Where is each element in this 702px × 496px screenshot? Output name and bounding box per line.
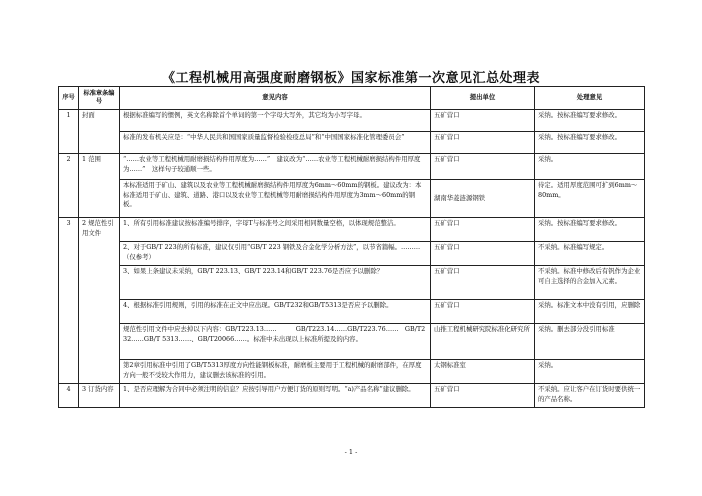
row-unit: 五矿营口	[431, 242, 535, 266]
row-handling: 待定。适用厚度范围可扩到6mm～80mm。	[535, 180, 645, 218]
row-content: 规范性引用文件中应去掉以下内容：GB/T223.13…… GB/T223.14……GB/T223.76…… GB/T232……GB/T 5313……、GB/T20066……。标准中未出现以上标准所提及的内容。	[120, 324, 431, 360]
table-row	[59, 180, 645, 218]
row-handling: 采纳。标准文本中没有引用，应删除	[535, 300, 645, 324]
row-content: 1、所有引用标准建议按标准编号排序，字母T与标准号之间采用相同数量空格，以体现规范整洁。	[120, 218, 431, 242]
row-unit: 湖南华菱涟源钢铁	[431, 180, 535, 218]
row-unit: 五矿营口	[431, 384, 535, 408]
table-row	[59, 360, 645, 384]
row-unit: 五矿营口	[431, 132, 535, 154]
row-content: 1、是否应理解为合同中必须注明的信息？应按引导用户方便订货的原则写明。“a)产品名称”建议删除。	[120, 384, 431, 408]
table-row	[59, 266, 645, 300]
row-no: 3	[59, 218, 79, 384]
table-row	[59, 300, 645, 324]
row-handling: 采纳。按标准编写要求修改。	[535, 218, 645, 242]
header-no: 序号	[59, 87, 79, 110]
row-clause: 3 订货内容	[79, 384, 120, 408]
row-content: 本标准适用于矿山、建筑以及农业等工程机械耐磨损结构件用厚度为6mm～60mm的钢板。建议改为：本标准适用于矿山、建筑、道路、港口以及农业等工程机械等用耐磨损结构件用厚度为3mm～60mm的钢板。	[120, 180, 431, 218]
opinion-table	[58, 86, 645, 408]
header-handling: 处理意见	[535, 87, 645, 110]
row-handling: 采纳。删去部分没引用标准	[535, 324, 645, 360]
table-row	[59, 218, 645, 242]
table-row	[59, 154, 645, 180]
row-unit: 五矿营口	[431, 218, 535, 242]
document-title: 《工程机械用高强度耐磨钢板》国家标准第一次意见汇总处理表	[161, 71, 540, 86]
table-row	[59, 384, 645, 408]
row-handling: 采纳。	[535, 360, 645, 384]
row-unit: 五矿营口	[431, 266, 535, 300]
row-handling: 不采纳。应让客户在订货时要供统一的产品名称。	[535, 384, 645, 408]
row-content: 标准的发布机关应是：“中华人民共和国国家质量监督检验检疫总局”和“中国国家标准化管理委员会”	[120, 132, 431, 154]
row-content: 2、对于GB/T 223的所有标准，建议仅引用“GB/T 223 钢铁及合金化学分析方法”，以节省篇幅。………（仅参考）	[120, 242, 431, 266]
row-handling: 不采纳。标准中修改后有钒作为企业可自主选择的合金加入元素。	[535, 266, 645, 300]
row-handling: 采纳。按标准编写要求修改。	[535, 132, 645, 154]
table-row	[59, 242, 645, 266]
row-handling: 采纳。	[535, 154, 645, 180]
row-clause: 封面	[79, 110, 120, 154]
table-header-row	[59, 87, 645, 110]
row-unit: 太钢标准室	[431, 360, 535, 384]
row-unit: 五矿营口	[431, 154, 535, 180]
row-no: 4	[59, 384, 79, 408]
header-clause: 标准章条编号	[79, 87, 120, 110]
row-unit: 五矿营口	[431, 110, 535, 132]
header-content: 意见内容	[120, 87, 431, 110]
table-row	[59, 324, 645, 360]
header-unit: 提出单位	[431, 87, 535, 110]
row-no: 2	[59, 154, 79, 218]
row-content: 3、如果上条建议未采纳，GB/T 223.13、GB/T 223.14和GB/T 223.76是否应予以删除？	[120, 266, 431, 300]
table-row	[59, 110, 645, 132]
row-content: “……农业等工程机械用耐磨损结构件用厚度为……” 建议改为“……农业等工程机械耐磨损结构件用厚度为……” 这样句子较通顺一些。	[120, 154, 431, 180]
table-row	[59, 132, 645, 154]
row-handling: 采纳。按标准编写要求修改。	[535, 110, 645, 132]
row-no: 1	[59, 110, 79, 154]
row-content: 4、根据标准引用规则，引用的标准在正文中应出现。GB/T232和GB/T5313是否应予以删除。	[120, 300, 431, 324]
row-clause: 1 范围	[79, 154, 120, 218]
row-clause: 2 规范性引用文件	[79, 218, 120, 384]
row-content: 第2章引用标准中引用了GB/T5313厚度方向性能钢板标准，耐磨板主要用于工程机械的耐磨部件，在厚度方向一般不受较大作用力，建议删去该标准的引用。	[120, 360, 431, 384]
row-handling: 不采纳。标准编写规定。	[535, 242, 645, 266]
row-unit: 山推工程机械研究院标准化研究所	[431, 324, 535, 360]
row-content: 根据标准编写的惯例，英文名称除首个单词的第一个字母大写外，其它均为小写字母。	[120, 110, 431, 132]
page-number: - 1 -	[344, 448, 358, 456]
row-unit: 五矿营口	[431, 300, 535, 324]
